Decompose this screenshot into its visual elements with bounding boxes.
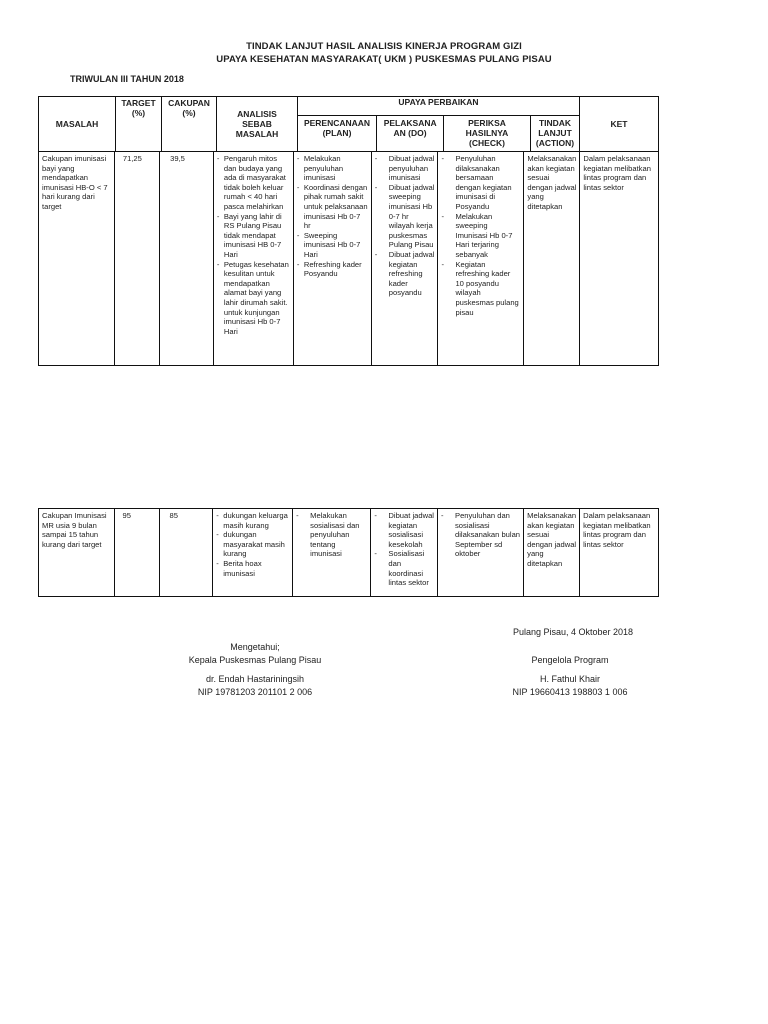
cell-action: Melaksanakan akan kegiatan sesuai dengan jadwal yang ditetapkan [524, 152, 580, 366]
list-item: - Kegiatan refreshing kader 10 posyandu wilayah puskesmas pulang pisau [441, 260, 520, 318]
list-item: - Dibuat jadwal sweeping imunisasi Hb 0-7 hr wilayah kerja puskesmas Pulang Pisau [375, 183, 435, 250]
list-item: - Koordinasi dengan pihak rumah sakit untuk pelaksanaan imunisasi Hb 0-7 hr [297, 183, 368, 231]
list-item: - Sweeping imunisasi Hb 0-7 Hari [297, 231, 368, 260]
list-item: - Dibuat jadwal kegiatan refreshing kader posyandu [375, 250, 435, 298]
header-cakupan: CAKUPAN (%) [161, 96, 217, 152]
document-subtitle: UPAYA KESEHATAN MASYARAKAT( UKM ) PUSKESMAS PULANG PISAU [216, 54, 552, 65]
list-item: - Bayi yang lahir di RS Pulang Pisau tidak mendapat imunisasi HB 0-7 Hari [217, 212, 290, 260]
cell-cakupan: 85 [159, 509, 213, 597]
table-row-2 [38, 508, 659, 597]
cell-analisis [213, 152, 293, 366]
list-item: - Refreshing kader Posyandu [297, 260, 368, 279]
list-item: - Dibuat jadwal penyuluhan imunisasi [375, 154, 435, 183]
cell-do [371, 509, 438, 597]
list-item: - Dibuat jadwal kegiatan sosialisasi kesekolah [374, 511, 434, 549]
list-item: - dukungan masyarakat masih kurang [216, 530, 289, 559]
cell-masalah: Cakupan imunisasi bayi yang mendapatkan imunisasi HB-O < 7 hari kurang dari target [39, 152, 115, 366]
cell-masalah: Cakupan Imunisasi MR usia 9 bulan sampai 15 tahun kurang dari target [39, 509, 115, 597]
place-date: Pulang Pisau, 4 Oktober 2018 [512, 627, 634, 637]
list-item: - Petugas kesehatan kesulitan untuk mendapatkan alamat bayi yang lahir dirumah sakit. untuk kunjungan imunisasi Hb 0-7 Hari [217, 260, 290, 337]
list-item: - Sosialisasi dan koordinasi lintas sektor [374, 549, 434, 587]
list-item: - dukungan keluarga masih kurang [216, 511, 289, 530]
list-item: - Melakukan sosialisasi dan penyuluhan tentang imunisasi [296, 511, 367, 559]
left-signer-nip: NIP 19781203 201101 2 006 [197, 687, 313, 697]
cell-action: Melaksanakan akan kegiatan sesuai dengan jadwal yang ditetapkan [524, 509, 580, 597]
header-check: PERIKSA HASILNYA (CHECK) [443, 115, 531, 152]
list-item: - Melakukan sweeping Imunisasi Hb 0-7 Hari terjaring sebanyak [441, 212, 520, 260]
cell-target: 95 [114, 509, 159, 597]
cell-ket: Dalam pelaksanaan kegiatan melibatkan lintas program dan lintas sektor [580, 509, 659, 597]
list-item: - Penyuluhan dilaksanakan bersamaan dengan kegiatan imunisasi di Posyandu [441, 154, 520, 212]
list-item: - Berita hoax imunisasi [216, 559, 289, 578]
right-signer-nip: NIP 19660413 198803 1 006 [512, 687, 628, 697]
cell-analisis [213, 509, 293, 597]
header-plan: PERENCANAAN (PLAN) [297, 115, 377, 152]
cell-target: 71,25 [114, 152, 159, 366]
cell-check [438, 152, 524, 366]
cell-do [371, 152, 438, 366]
document-title: TINDAK LANJUT HASIL ANALISIS KINERJA PROGRAM GIZI [246, 41, 522, 52]
left-signer-title: Kepala Puskesmas Pulang Pisau [188, 655, 322, 665]
header-ket: KET [579, 96, 659, 152]
header-upaya-perbaikan: UPAYA PERBAIKAN [297, 96, 580, 116]
right-signer-title: Pengelola Program [531, 655, 609, 665]
header-do: PELAKSANA AN (DO) [376, 115, 444, 152]
header-target: TARGET (%) [115, 96, 162, 152]
cell-plan [293, 152, 371, 366]
header-action: TINDAK LANJUT (ACTION) [530, 115, 580, 152]
period-label: TRIWULAN III TAHUN 2018 [70, 74, 184, 84]
list-item: - Melakukan penyuluhan imunisasi [297, 154, 368, 183]
acknowledged-label: Mengetahui; [230, 642, 280, 652]
header-masalah: MASALAH [38, 96, 116, 152]
table-row-1 [38, 151, 659, 366]
header-analisis: ANALISIS SEBAB MASALAH [216, 96, 298, 152]
cell-plan [293, 509, 371, 597]
list-item: - Pengaruh mitos dan budaya yang ada di masyarakat tidak boleh keluar rumah < 40 hari pasca melahirkan [217, 154, 290, 212]
right-signer-name: H. Fathul Khair [539, 674, 601, 684]
cell-cakupan: 39,5 [160, 152, 214, 366]
left-signer-name: dr. Endah Hastariningsih [205, 674, 305, 684]
list-item: - Penyuluhan dan sosialisasi dilaksanakan bulan September sd oktober [441, 511, 520, 559]
cell-check [438, 509, 524, 597]
cell-ket: Dalam pelaksanaan kegiatan melibatkan lintas program dan lintas sektor [580, 152, 659, 366]
